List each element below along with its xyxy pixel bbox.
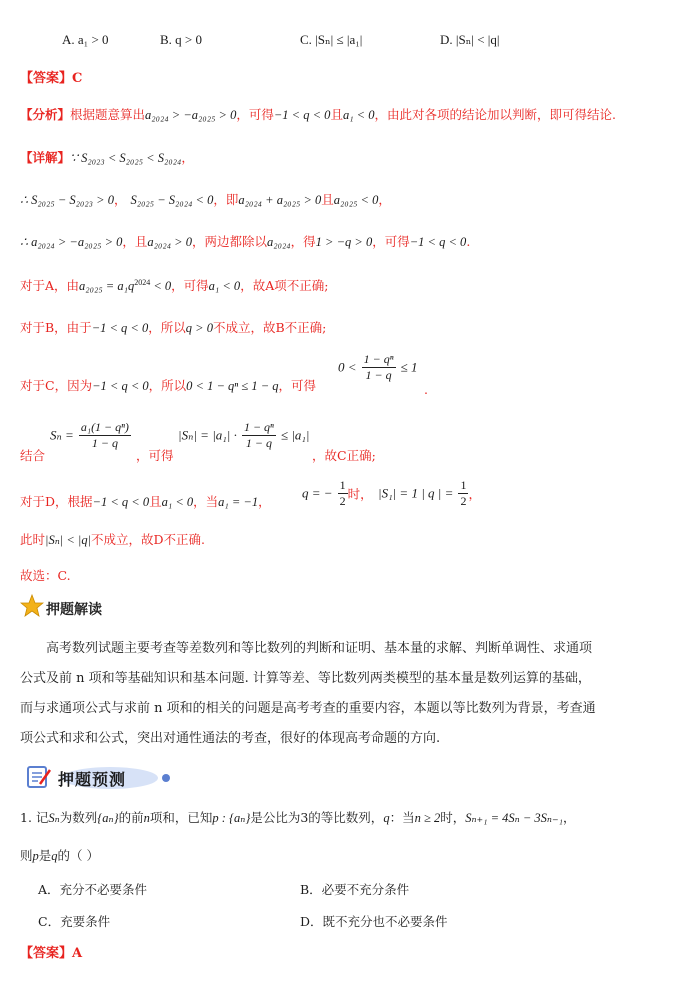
detail-label: 【详解】	[20, 150, 71, 165]
yati-title: 押题解读	[46, 602, 102, 618]
comb-text-3: ，故C正确;	[312, 448, 376, 463]
comb-abs-expr	[178, 420, 310, 451]
ld-num-2: 1	[460, 478, 467, 492]
prediction-banner	[26, 764, 176, 790]
ld-text-3: ，当	[193, 494, 219, 509]
q1-text-6: ：当	[389, 810, 415, 825]
q1-line2-b: 是	[38, 848, 52, 863]
l3-text-3: ，得	[290, 234, 316, 249]
la-sup: 2024	[134, 277, 151, 287]
option-d-top: D. |Sₙ| < |q|	[440, 32, 500, 47]
l3-math-5: −1 < q < 0	[409, 235, 467, 249]
analysis-text-4: ，由此对各项的结论加以判断，即可得结论.	[374, 107, 616, 122]
q1-math-8: p	[32, 849, 39, 863]
q1-text-4: 项和，已知	[149, 810, 213, 825]
q1-line2-c: 的（ ）	[57, 848, 100, 863]
q1-math-1: Sₙ	[48, 811, 60, 825]
l2-text-1: ，即	[213, 192, 239, 207]
l2-text-2: 且	[321, 192, 334, 207]
q1-math-2: {aₙ}	[97, 811, 119, 825]
answer-label-2: 【答案】A	[20, 946, 83, 961]
lc-math-1: −1 < q < 0	[92, 379, 149, 393]
lc-fraction	[362, 352, 396, 383]
l3-math-2: a₂₀₂₄ > 0	[147, 235, 192, 249]
question-1-line-2	[20, 846, 99, 864]
analysis-text-1: 根据题意算出	[70, 107, 146, 122]
la-math-1b: < 0	[150, 279, 172, 293]
q1-option-a: A．充分不必要条件	[38, 882, 148, 897]
ld2-text-1: 此时	[20, 532, 46, 547]
lc-math-2: 0 < 1 − qⁿ ≤ 1 − q	[186, 379, 279, 393]
l3-text-4: ，可得	[372, 234, 410, 249]
q1-text-2: 为数列	[59, 810, 98, 825]
ld-fraction-1	[338, 478, 348, 509]
lc-fraction-expr	[338, 352, 418, 383]
yati-line-4: 项公式和求和公式，突出对通性通法的考查，很好的体现高考命题的方向.	[20, 731, 441, 746]
yati-paragraph	[20, 634, 680, 754]
ld-text-6: ，	[468, 486, 481, 502]
question-1-line-1	[20, 808, 575, 826]
la-math-1: a₂₀₂₅ = a₁q	[79, 279, 135, 293]
comb-abs-right: ≤ |a₁|	[280, 427, 310, 443]
q1-text-8: ，	[562, 810, 576, 825]
q1-text-7: 时，	[440, 810, 466, 825]
ld-num-1: 1	[339, 478, 346, 492]
ld-den-2: 2	[460, 494, 467, 508]
q1-math-7: Sₙ₊₁ = 4Sₙ − 3Sₙ₋₁	[465, 811, 563, 825]
derivation-line-2	[20, 190, 391, 208]
analysis-label: 【分析】	[20, 107, 71, 122]
yati-line-1: 高考数列试题主要考查等差数列和等比数列的判断和证明、基本量的求解、判断单调性、求通项	[46, 641, 593, 656]
la-text-1: 对于A，由	[20, 278, 80, 293]
q1-option-d: D．既不充分也不必要条件	[300, 914, 448, 929]
analysis-option-d	[20, 492, 271, 510]
comb-den-1: 1 − q	[91, 436, 118, 450]
q1-option-b: B．必要不充分条件	[300, 882, 410, 897]
q1-math-9: q	[51, 849, 58, 863]
analysis-text-2: ，可得	[236, 107, 274, 122]
analysis-math-2: −1 < q < 0	[273, 108, 331, 122]
comb-num-2: 1 − qⁿ	[243, 420, 274, 434]
comb-text-2: ，可得	[136, 448, 174, 463]
l3-text-2: ，两边都除以	[192, 234, 268, 249]
la-text-2: ，可得	[171, 278, 209, 293]
ld-s1-expr	[378, 478, 481, 509]
comb-den-2: 1 − q	[245, 436, 272, 450]
l2-math-4: a₂₀₂₅ < 0	[333, 193, 379, 207]
lc-frac-right: ≤ 1	[400, 359, 418, 375]
l2-math-1: ∴ S₂₀₂₅ − S₂₀₂₃ > 0	[20, 193, 114, 207]
detail-line	[20, 148, 194, 166]
ld-q-left: q = −	[302, 485, 333, 501]
star-icon	[20, 594, 44, 622]
q1-math-5: q	[383, 811, 390, 825]
ld-math-3: a₁ = −1	[218, 495, 259, 509]
analysis-text-3: 且	[330, 107, 343, 122]
q1-text-1: 1. 记	[20, 810, 49, 825]
analysis-math-1: a₂₀₂₄ > −a₂₀₂₅ > 0	[145, 108, 237, 122]
lc-text-1: 对于C，因为	[20, 378, 93, 393]
yati-line-2: 公式及前 n 项和等基础知识和基本问题. 计算等差、等比数列两类模型的基本量是数列运算的基础，	[20, 671, 591, 686]
lb-math-1: −1 < q < 0	[91, 321, 149, 335]
analysis-option-d-2	[20, 530, 205, 548]
la-text-3: ，故A项不正确;	[240, 278, 329, 293]
option-b-top: B. q > 0	[160, 32, 203, 47]
derivation-line-3	[20, 232, 470, 250]
ld-text-5: 时，	[347, 486, 373, 502]
q1-math-4: p : {aₙ}	[212, 811, 251, 825]
lb-text-1: 对于B，由于	[20, 320, 92, 335]
q1-math-3: n	[143, 811, 150, 825]
yati-line-3: 而与求通项公式与求前 n 项和的相关的问题是高考考查的重要内容，本题以等比数列为背景，考查通	[20, 701, 596, 716]
ld2-text-2: 不成立，故D不正确.	[91, 532, 206, 547]
choose-line: 故选：C.	[20, 568, 71, 583]
ld-q-expr	[302, 478, 373, 509]
lc-period: .	[424, 382, 428, 397]
detail-math: ∵ S₂₀₂₃ < S₂₀₂₅ < S₂₀₂₄	[70, 151, 182, 165]
ld-math-2: a₁ < 0	[161, 495, 194, 509]
comb-sn: Sₙ =	[50, 427, 74, 443]
l2-sep: ，	[113, 192, 127, 207]
lc-frac-left: 0 <	[338, 359, 357, 375]
option-a-top: A. a₁ > 0	[62, 32, 109, 47]
answer-label-1: 【答案】C	[20, 71, 83, 86]
q1-text-5: 是公比为3的等比数列，	[250, 810, 384, 825]
analysis-option-b	[20, 318, 326, 336]
comb-abs-left: |Sₙ| = |a₁| ·	[178, 427, 237, 443]
q1-math-6: n ≥ 2	[414, 811, 441, 825]
q1-text-3: 的前	[118, 810, 144, 825]
lb-math-2: q > 0	[185, 321, 213, 335]
l3-math-4: 1 > −q > 0	[315, 235, 373, 249]
analysis-option-a	[20, 276, 328, 294]
l2-math-2: S₂₀₂₅ − S₂₀₂₄ < 0	[130, 193, 214, 207]
comb-label: 结合	[20, 448, 46, 463]
lc-frac-num: 1 − qⁿ	[363, 352, 394, 366]
lc-text-3: ，可得	[278, 378, 317, 393]
ld-s1: |S₁| = 1 | q | =	[378, 485, 454, 501]
ld-den-1: 2	[339, 494, 346, 508]
lc-frac-den: 1 − q	[365, 368, 392, 382]
ld-text-4: ，	[258, 494, 271, 509]
detail-tail: ，	[181, 150, 194, 165]
analysis-math-3: a₁ < 0	[342, 108, 375, 122]
ld-text-1: 对于D，根据	[20, 494, 93, 509]
lb-text-3: 不成立，故B不正确;	[212, 320, 327, 335]
comb-num-1: a₁(1 − qⁿ)	[80, 420, 129, 434]
analysis-option-c	[20, 376, 316, 394]
lc-text-2: ，所以	[148, 378, 187, 393]
l3-text-1: ，且	[122, 234, 148, 249]
comb-sn-expr	[50, 420, 131, 451]
option-c-top: C. |Sₙ| ≤ |a₁|	[300, 32, 363, 47]
l2-text-3: ，	[378, 192, 391, 207]
banner-title: 押题预测	[58, 770, 127, 789]
lb-text-2: ，所以	[148, 320, 186, 335]
comb-fraction-2	[242, 420, 276, 451]
la-math-2: a₁ < 0	[208, 279, 241, 293]
comb-fraction-1	[79, 420, 131, 451]
ld-text-2: 且	[149, 494, 162, 509]
q1-line2-a: 则	[20, 848, 33, 863]
q1-option-c: C．充要条件	[38, 914, 111, 929]
ld-math-1: −1 < q < 0	[92, 495, 150, 509]
l3-text-5: .	[466, 234, 471, 249]
ld2-math-1: |Sₙ| < |q|	[45, 533, 92, 547]
analysis-line	[20, 105, 616, 123]
l3-math-1: ∴ a₂₀₂₄ > −a₂₀₂₅ > 0	[20, 235, 123, 249]
ld-fraction-2	[458, 478, 468, 509]
l2-math-3: a₂₀₂₄ + a₂₀₂₅ > 0	[238, 193, 322, 207]
l3-math-3: a₂₀₂₄	[267, 235, 291, 249]
